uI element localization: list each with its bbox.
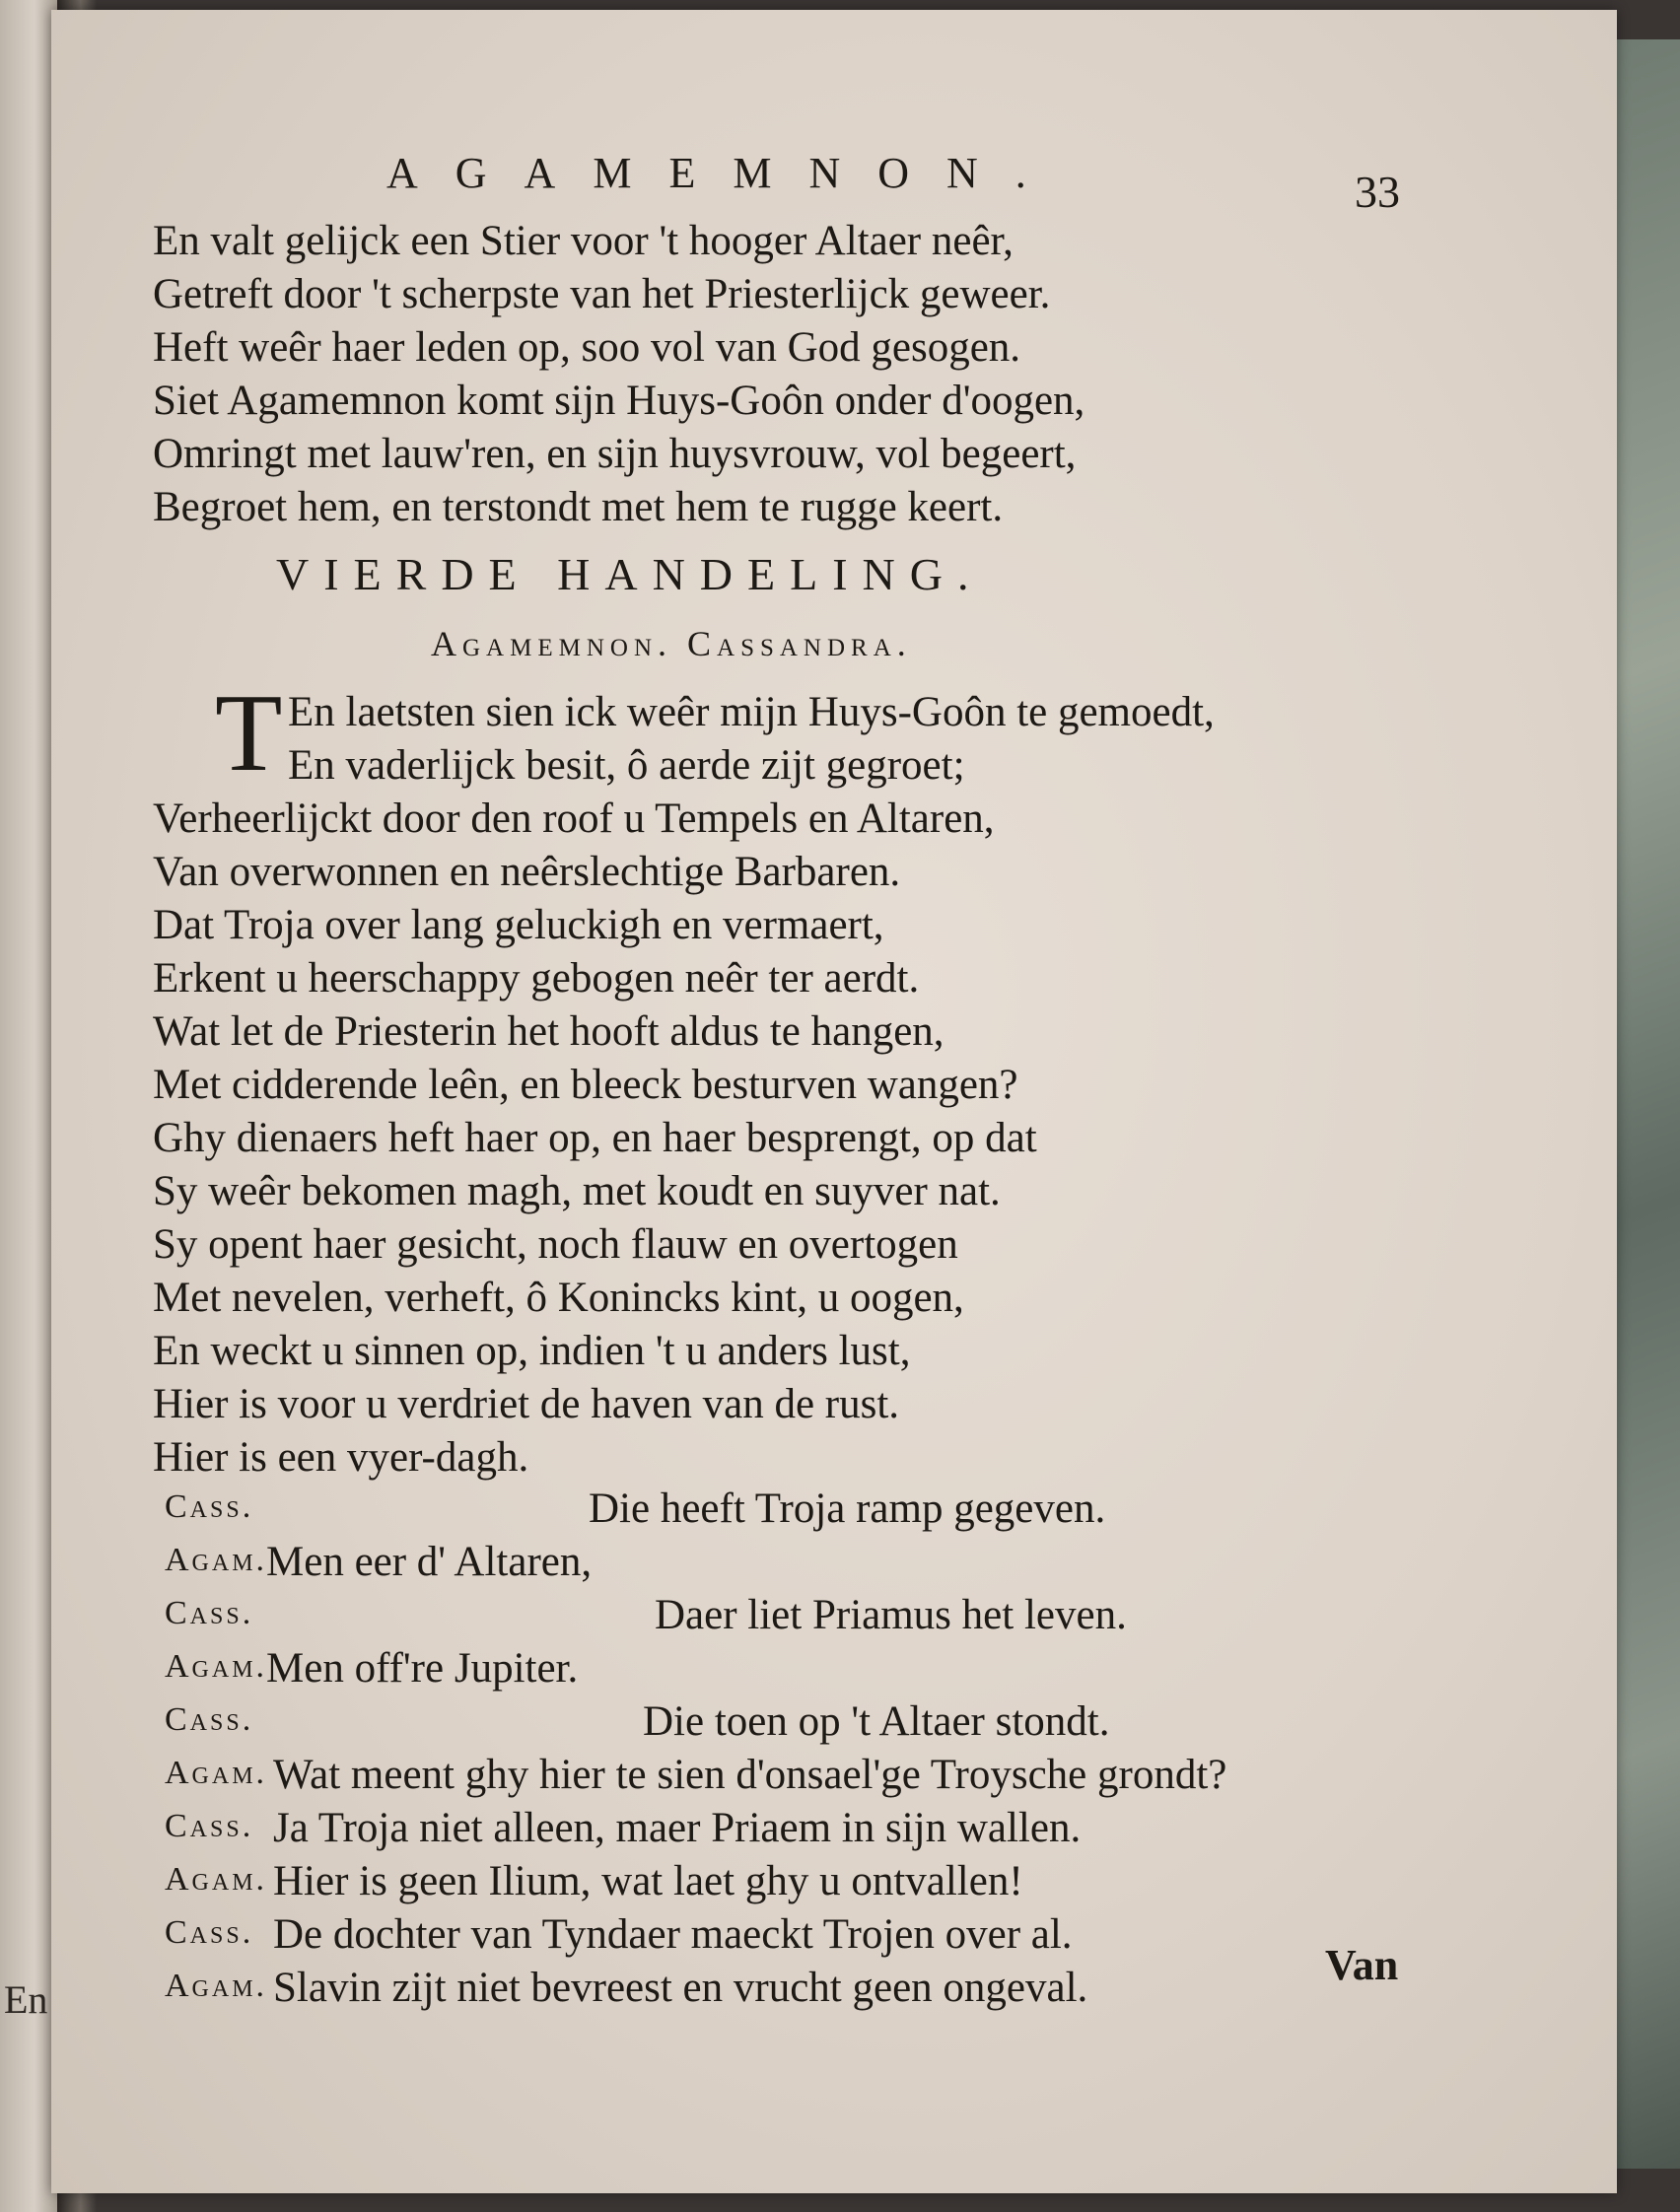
verse-line: Sy opent haer gesicht, noch flauw en overtogen	[153, 1221, 958, 1268]
speaker-label: Cass.	[165, 1914, 254, 1951]
verse-line: Getreft door 't scherpste van het Priesterlijck geweer.	[153, 271, 1051, 317]
scene-characters: Agamemnon. Cassandra.	[431, 624, 912, 663]
verse-line: En vaderlijck besit, ô aerde zijt gegroet;	[288, 742, 965, 789]
speaker-label: Agam.	[165, 1648, 268, 1685]
verse-line: Hier is voor u verdriet de haven van de rust.	[153, 1381, 900, 1427]
dialogue-line: Die toen op 't Altaer stondt.	[643, 1698, 1110, 1745]
left-page-catchword: En	[4, 1977, 48, 2022]
dialogue-line: Men off're Jupiter.	[266, 1645, 579, 1692]
dialogue-line: Ja Troja niet alleen, maer Priaem in sijn wallen.	[273, 1805, 1082, 1851]
running-title: AGAMEMNON.	[386, 149, 1064, 197]
verse-line: Heft weêr haer leden op, soo vol van God gesogen.	[153, 324, 1021, 371]
verse-line: Siet Agamemnon komt sijn Huys-Goôn onder d'oogen,	[153, 378, 1085, 424]
verse-line: En laetsten sien ick weêr mijn Huys-Goôn te gemoedt,	[288, 689, 1215, 735]
speaker-label: Cass.	[165, 1488, 254, 1525]
verse-line: Met cidderende leên, en bleeck besturven wangen?	[153, 1062, 1018, 1108]
dialogue-line: Wat meent ghy hier te sien d'onsael'ge Troysche grondt?	[273, 1752, 1227, 1798]
speaker-label: Agam.	[165, 1968, 268, 2004]
speaker-label: Cass.	[165, 1808, 254, 1844]
verse-line: Ghy dienaers heft haer op, en haer besprengt, op dat	[153, 1115, 1037, 1161]
speaker-label: Cass.	[165, 1595, 254, 1631]
verse-line: En weckt u sinnen op, indien 't u anders lust,	[153, 1328, 911, 1374]
dialogue-line: De dochter van Tyndaer maeckt Trojen over al.	[273, 1911, 1073, 1958]
verse-line: Erkent u heerschappy gebogen neêr ter aerdt.	[153, 955, 920, 1002]
verse-line: Wat let de Priesterin het hooft aldus te hangen,	[153, 1008, 945, 1055]
drop-cap: T	[215, 672, 283, 795]
book-page	[51, 10, 1617, 2193]
verse-line: Van overwonnen en neêrslechtige Barbaren.	[153, 849, 901, 895]
speaker-label: Agam.	[165, 1542, 268, 1578]
left-facing-page	[0, 0, 57, 2212]
verse-line: Dat Troja over lang geluckigh en vermaert,	[153, 902, 884, 948]
verse-line: En valt gelijck een Stier voor 't hooger Altaer neêr,	[153, 218, 1014, 264]
verse-line: Verheerlijckt door den roof u Tempels en Altaren,	[153, 795, 995, 842]
verse-line: Omringt met lauw'ren, en sijn huysvrouw, vol begeert,	[153, 431, 1077, 477]
dialogue-line: Hier is geen Ilium, wat laet ghy u ontvallen!	[273, 1858, 1023, 1904]
act-heading: VIERDE HANDELING.	[276, 549, 984, 599]
dialogue-line: Daer liet Priamus het leven.	[655, 1592, 1127, 1638]
dialogue-line: Men eer d' Altaren,	[266, 1539, 593, 1585]
page-number: 33	[1355, 167, 1400, 217]
verse-line: Begroet hem, en terstondt met hem te rugge keert.	[153, 484, 1004, 530]
speaker-label: Agam.	[165, 1755, 268, 1791]
speaker-label: Agam.	[165, 1861, 268, 1898]
verse-line: Met nevelen, verheft, ô Konincks kint, u oogen,	[153, 1275, 964, 1321]
dialogue-line: Slavin zijt niet bevreest en vrucht geen ongeval.	[273, 1965, 1088, 2011]
catchword: Van	[1325, 1941, 1399, 1989]
verse-line: Hier is een vyer-dagh.	[153, 1434, 529, 1481]
verse-line: Sy weêr bekomen magh, met koudt en suyver nat.	[153, 1168, 1001, 1214]
speaker-label: Cass.	[165, 1701, 254, 1738]
dialogue-line: Die heeft Troja ramp gegeven.	[589, 1486, 1106, 1532]
